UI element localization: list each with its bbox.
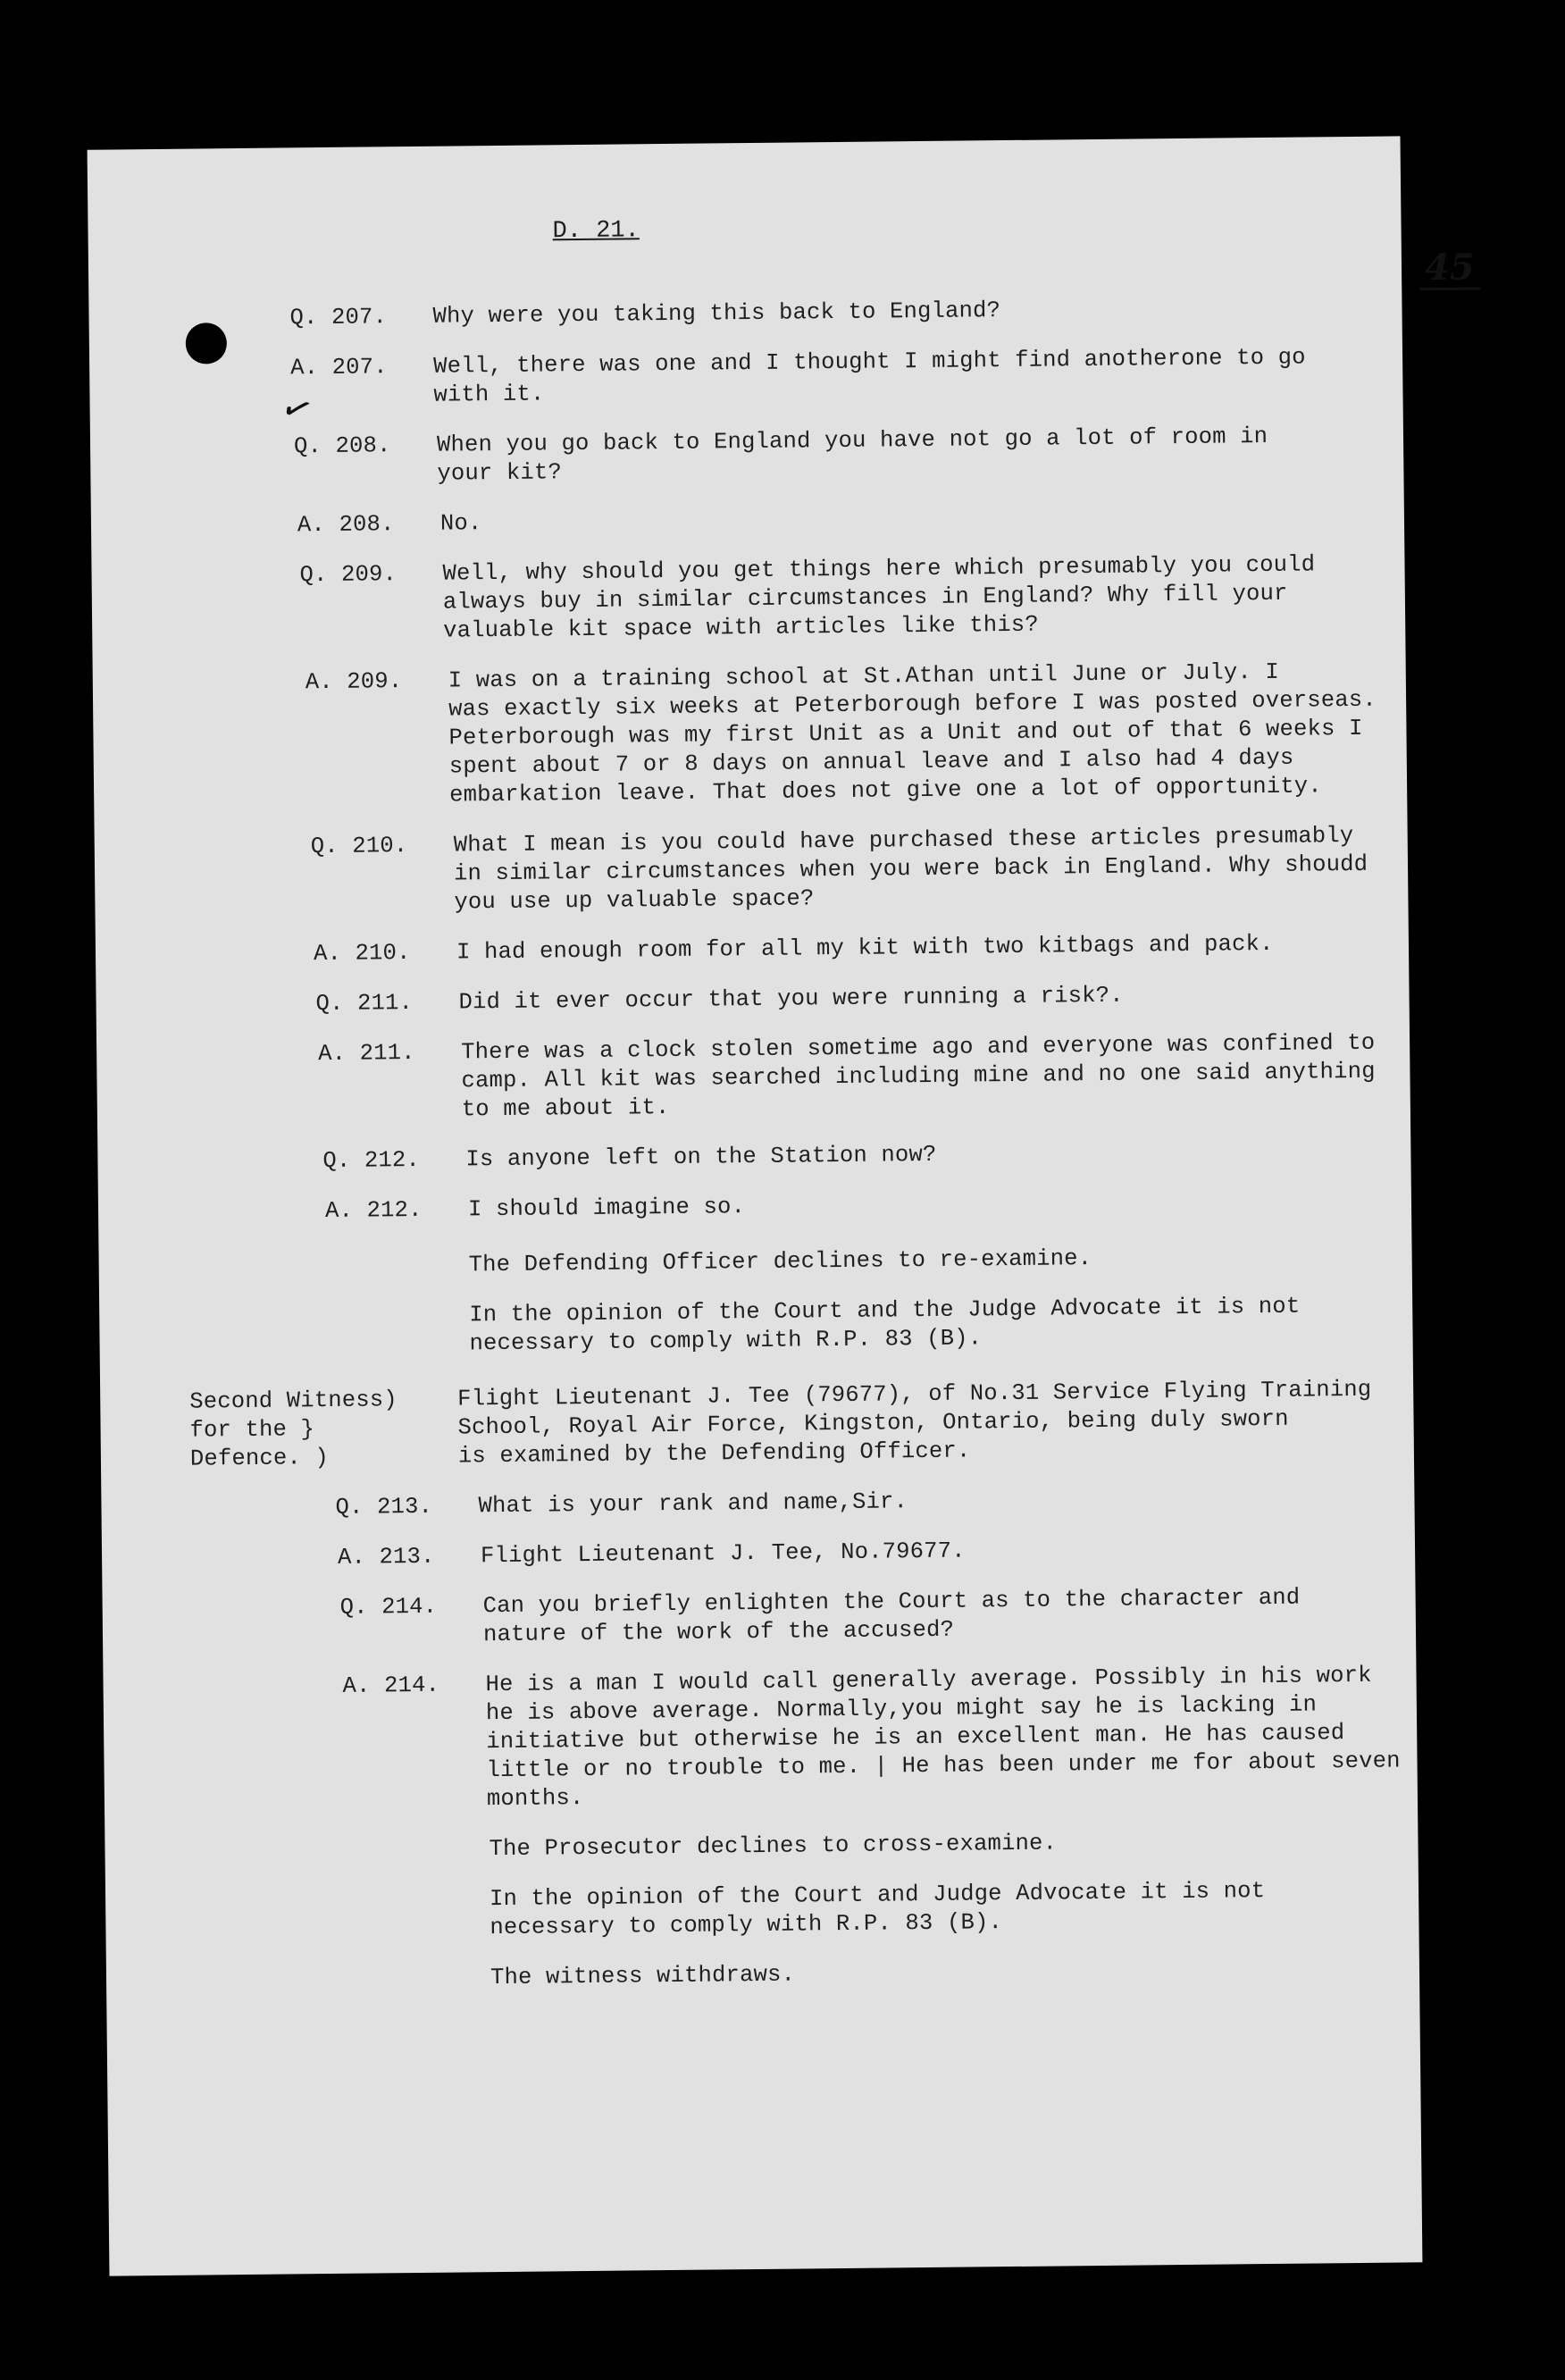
narrative-block	[105, 1825, 1419, 1996]
witness-introduction: Flight Lieutenant J. Tee (79677), of No.31 Service Flying Training School, Royal Air Force, Kingston, Ontario, being duly sworn is examined by the Defending Officer.	[457, 1376, 1372, 1470]
narrative-paragraph: In the opinion of the Court and the Judge Advocate it is not necessary to comply with R.P. 83 (B).	[469, 1293, 1301, 1357]
entry-text: I should imagine so.	[467, 1194, 746, 1223]
entry-text: When you go back to England you have not go a lot of room in your kit?	[436, 423, 1268, 487]
narrative-paragraph: The Defending Officer declines to re-examine.	[468, 1245, 1092, 1278]
narrative-paragraph: In the opinion of the Court and Judge Advocate it is not necessary to comply with R.P. 83 (B).	[489, 1878, 1266, 1941]
entry-text: Is anyone left on the Station now?	[465, 1141, 937, 1173]
entry-text: I had enough room for all my kit with two kitbags and pack.	[456, 930, 1274, 966]
qa-entry	[102, 1532, 1415, 1574]
entry-text: I was on a training school at St.Athan until June or July. I was exactly six weeks at Peterborough before I was posted overseas. Peterborough was my first Unit as a Unit and out of that 6 weeks I spent about 7 or 8 days on annual leave and I also had 4 days embarkation leave. That does not give one a lot of opportunity.	[448, 658, 1377, 809]
entry-text: Did it ever occur that you were running a risk?.	[458, 982, 1124, 1016]
qa-entry	[98, 1186, 1411, 1228]
qa-entry	[103, 1582, 1417, 1653]
qa-entry	[89, 342, 1403, 413]
entry-label: A. 209.	[305, 668, 403, 696]
qa-entry	[97, 1136, 1410, 1177]
entry-text: Well, there was one and I thought I might find anotherone to go with it.	[432, 344, 1306, 408]
document-reference: D. 21.	[552, 217, 640, 246]
qa-entry	[88, 292, 1402, 334]
document-page	[88, 136, 1475, 2275]
entry-label: Q. 208.	[293, 432, 391, 460]
entry-text: Why were you taking this back to England?	[432, 298, 1001, 330]
entry-label: Q. 207.	[289, 304, 388, 331]
entry-label: A. 207.	[289, 354, 388, 381]
qa-entry	[91, 499, 1404, 541]
qa-entry	[96, 978, 1409, 1020]
entry-text: No.	[439, 510, 482, 537]
entry-label: A. 213.	[337, 1543, 435, 1571]
entry-text: What I mean is you could have purchased these articles presumably in similar circumstances when you were back in England. Why shoudd you use up valuable space?	[453, 822, 1368, 916]
qa-entry	[103, 1661, 1418, 1817]
entry-text: There was a clock stolen sometime ago and everyone was confined to camp. All kit was searched including mine and no one said anything to me about it.	[461, 1029, 1376, 1123]
entry-text: What is your rank and name,Sir.	[478, 1488, 908, 1520]
entry-text: Can you briefly enlighten the Court as to the character and nature of the work of the accused?	[482, 1584, 1301, 1648]
entry-label: Q. 213.	[335, 1493, 433, 1521]
entry-label: A. 208.	[297, 511, 395, 539]
tick-mark: ✓	[274, 384, 320, 435]
entry-label: Q. 214.	[339, 1593, 438, 1621]
entry-label: A. 214.	[342, 1672, 440, 1699]
entry-label: A. 210.	[313, 940, 411, 968]
witness-margin-note: Second Witness) for the } Defence. )	[189, 1387, 398, 1472]
entry-label: A. 211.	[318, 1039, 415, 1068]
narrative-paragraph: The witness withdraws.	[490, 1961, 796, 1991]
entry-label: Q. 211.	[315, 989, 414, 1018]
transcript-body	[88, 292, 1419, 2017]
entry-label: Q. 210.	[310, 833, 408, 860]
qa-entry	[93, 657, 1408, 813]
qa-entry	[101, 1482, 1414, 1524]
entry-text: Well, why should you get things here which presumably you could always buy in similar circumstances in England? Why fill your valuable kit space with articles like this?	[442, 551, 1316, 644]
qa-entry	[90, 421, 1404, 491]
entry-label: A. 212.	[324, 1196, 423, 1225]
narrative-block	[99, 1241, 1413, 1362]
second-witness-block	[100, 1375, 1414, 1474]
page-number: 45	[1419, 249, 1480, 290]
qa-entry	[91, 549, 1405, 649]
entry-text: Flight Lieutenant J. Tee, No.79677.	[480, 1538, 966, 1570]
qa-entry	[95, 821, 1409, 920]
entry-text: He is a man I would call generally average. Possibly in his work he is above average. Normally,you might say he is lacking in initiative but otherwise he is an excellent man. He has caused little or no trouble to me. | He has been under me for about seven months.	[485, 1662, 1401, 1813]
qa-entry	[96, 1028, 1410, 1127]
entry-label: Q. 209.	[299, 561, 398, 589]
entry-label: Q. 212.	[322, 1146, 421, 1175]
qa-entry	[96, 928, 1409, 970]
narrative-paragraph: The Prosecutor declines to cross-examine.	[489, 1830, 1058, 1863]
